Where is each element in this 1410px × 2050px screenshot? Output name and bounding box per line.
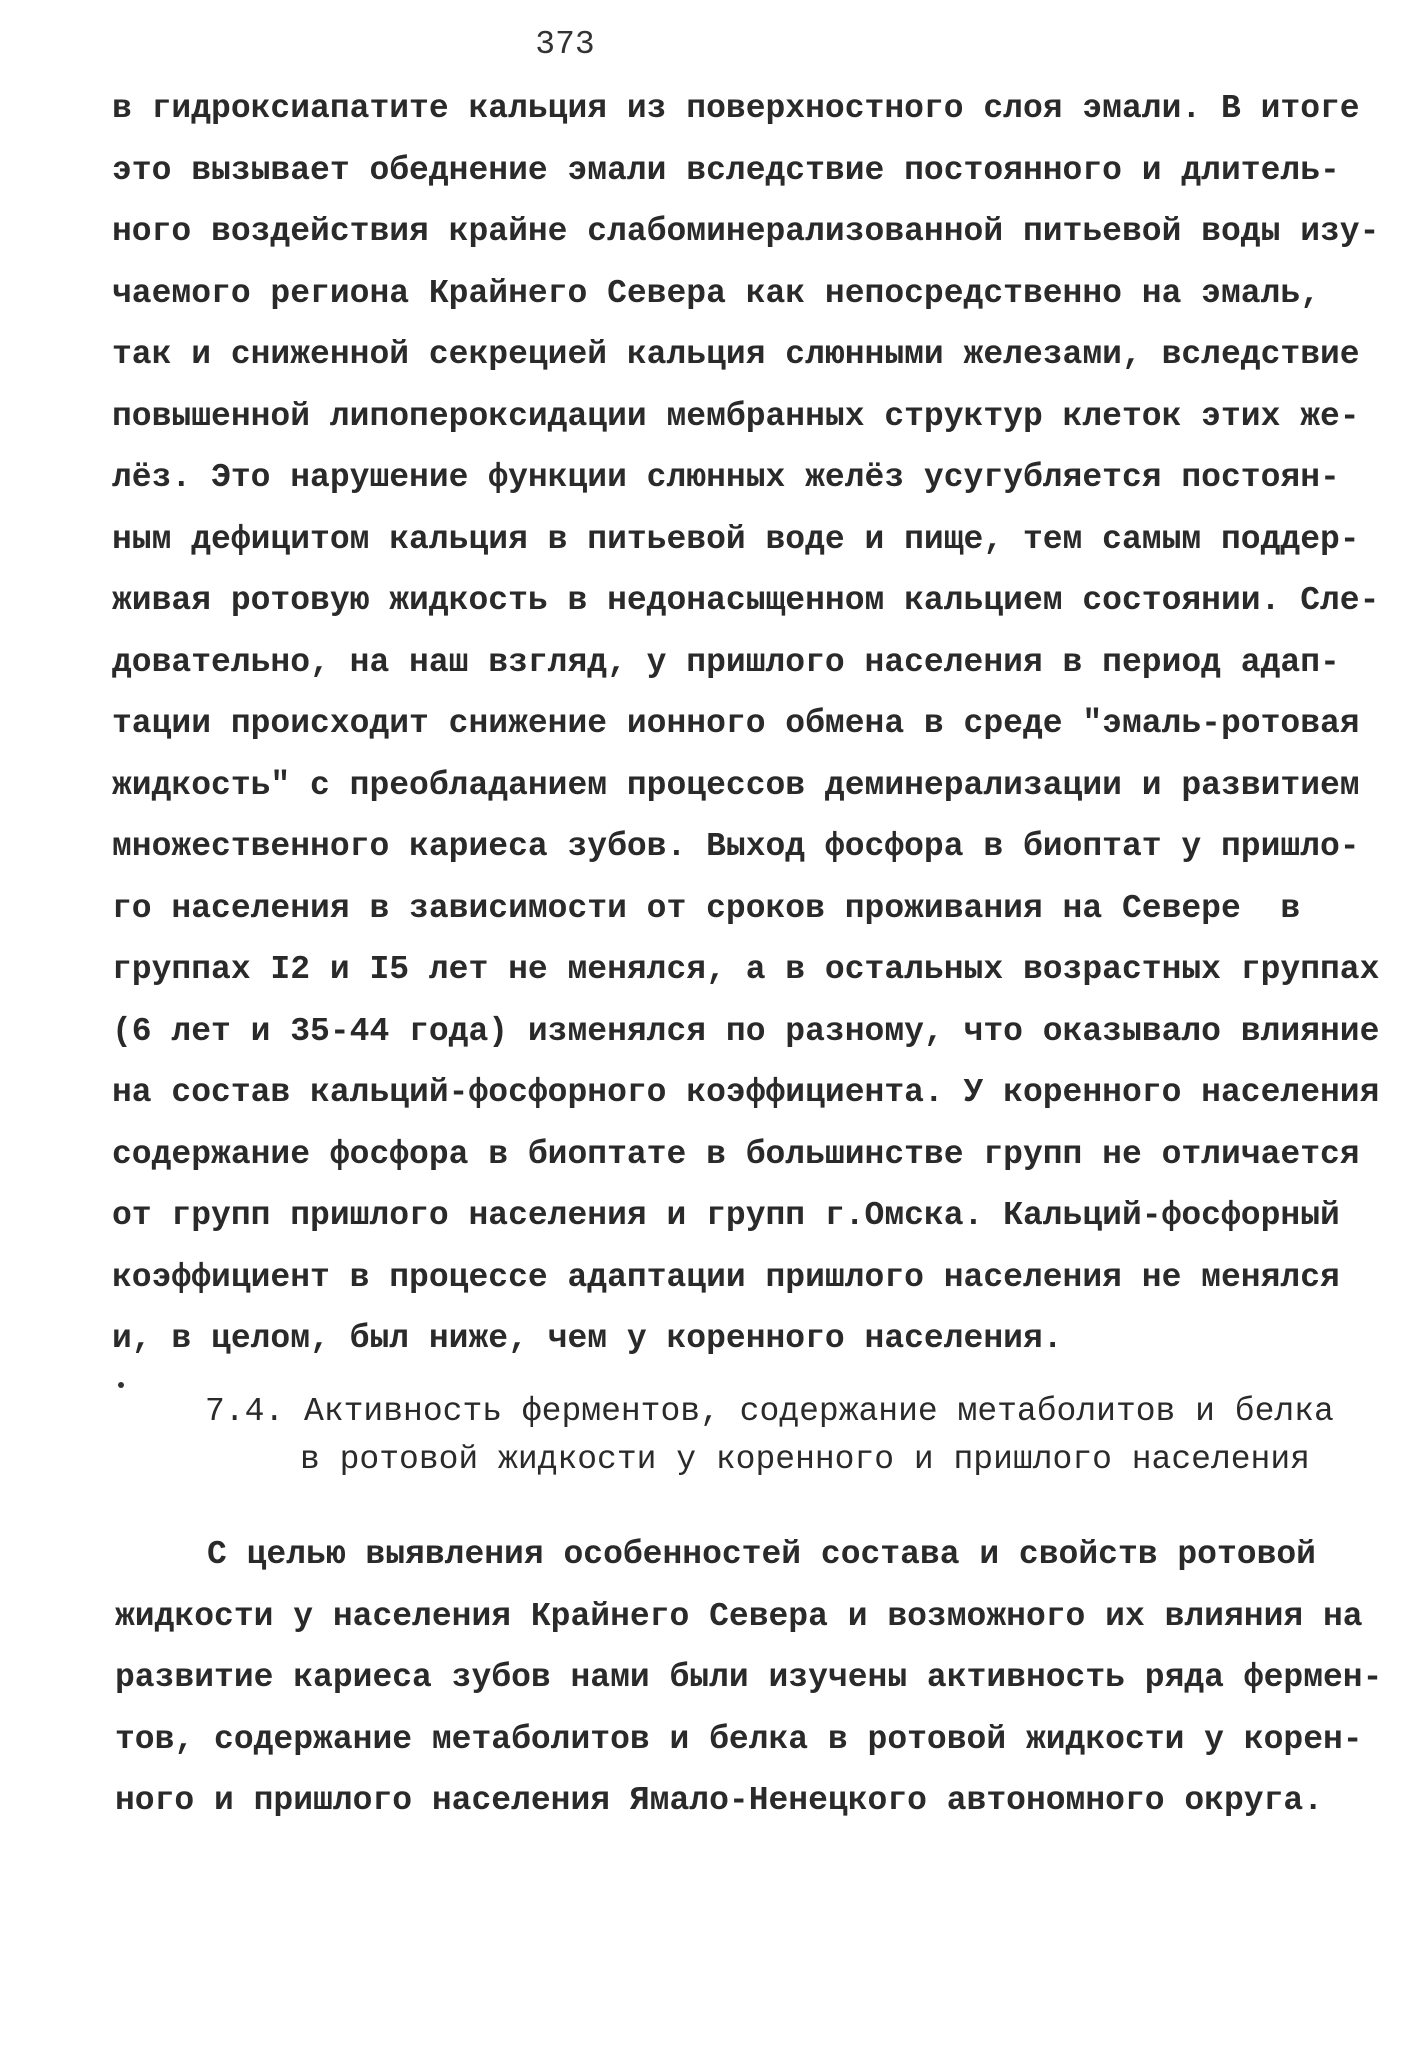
text-line: лёз. Это нарушение функции слюнных желёз усугубляется постоян- <box>112 459 1340 496</box>
text-line: ного и пришлого населения Ямало-Ненецкого автономного округа. <box>115 1782 1323 1819</box>
text-line: повышенной липопероксидации мембранных структур клеток этих же- <box>112 397 1360 435</box>
stray-dot-mark <box>118 1382 124 1388</box>
section-heading-line-2: в ротовой жидкости у коренного и пришлого населения <box>300 1441 1310 1478</box>
text-line: так и сниженной секрецией кальция слюнными железами, вследствие <box>112 336 1360 373</box>
section-heading <box>205 1388 1334 1484</box>
paragraph-2 <box>115 1524 1383 1832</box>
text-line: коэффициент в процессе адаптации пришлого населения не менялся <box>112 1258 1340 1296</box>
text-line: группах I2 и I5 лет не менялся, а в остальных возрастных группах <box>112 951 1380 988</box>
text-line: жидкости у населения Крайнего Севера и возможного их влияния на <box>115 1597 1363 1635</box>
text-line: го населения в зависимости от сроков проживания на Севере в <box>112 889 1301 927</box>
paragraph-1 <box>112 78 1380 1370</box>
text-line: С целью выявления особенностей состава и свойств ротовой <box>207 1536 1316 1573</box>
page-number: 373 <box>535 26 595 63</box>
text-line: и, в целом, был ниже, чем у коренного населения. <box>112 1320 1063 1357</box>
section-heading-line-1: 7.4. Активность ферментов, содержание метаболитов и белка <box>205 1393 1334 1430</box>
text-line: тации происходит снижение ионного обмена в среде "эмаль-ротовая <box>112 705 1360 742</box>
text-line: чаемого региона Крайнего Севера как непосредственно на эмаль, <box>112 274 1320 312</box>
text-line: ным дефицитом кальция в питьевой воде и пище, тем самым поддер- <box>112 520 1360 558</box>
text-line: множественного кариеса зубов. Выход фосфора в биоптат у пришло- <box>112 828 1360 865</box>
text-line: (6 лет и 35-44 года) изменялся по разному, что оказывало влияние <box>112 1012 1380 1050</box>
text-line: содержание фосфора в биоптате в большинстве групп не отличается <box>112 1135 1360 1173</box>
text-line: это вызывает обеднение эмали вследствие постоянного и длитель- <box>112 151 1340 189</box>
text-line: жидкость" с преобладанием процессов деминерализации и развитием <box>112 766 1360 804</box>
text-line: развитие кариеса зубов нами были изучены активность ряда фермен- <box>115 1659 1383 1696</box>
text-line: в гидроксиапатите кальция из поверхностного слоя эмали. В итоге <box>112 90 1360 127</box>
text-line: живая ротовую жидкость в недонасыщенном кальцием состоянии. Сле- <box>112 582 1380 619</box>
text-line: тов, содержание метаболитов и белка в ротовой жидкости у корен- <box>115 1720 1363 1758</box>
text-line: от групп пришлого населения и групп г.Омска. Кальций-фосфорный <box>112 1197 1340 1234</box>
text-line: ного воздействия крайне слабоминерализованной питьевой воды изу- <box>112 213 1380 250</box>
text-line: на состав кальций-фосфорного коэффициента. У коренного населения <box>112 1074 1380 1111</box>
text-line: довательно, на наш взгляд, у пришлого населения в период адап- <box>112 643 1340 681</box>
